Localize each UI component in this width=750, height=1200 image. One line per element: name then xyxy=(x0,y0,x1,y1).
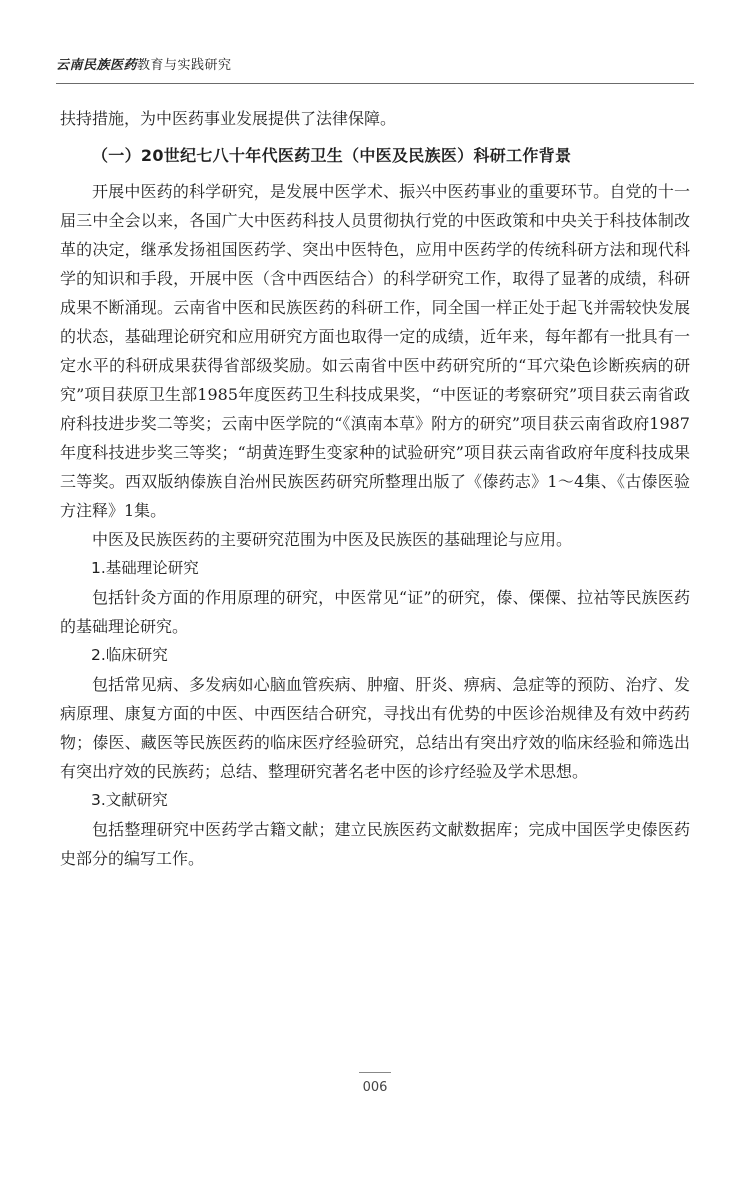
paragraph-basic-theory: 包括针灸方面的作用原理的研究，中医常见“证”的研究，傣、傈僳、拉祜等民族医药的基础理论研究。 xyxy=(60,588,690,636)
section-title: （一）20世纪七八十年代医药卫生（中医及民族医）科研工作背景 xyxy=(92,146,572,165)
main-content xyxy=(60,104,690,873)
subtitle-clinical: 2.临床研究 xyxy=(91,646,168,664)
paragraph-background: 开展中医药的科学研究，是发展中医学术、振兴中医药事业的重要环节。自党的十一届三中全会以来，各国广大中医药科技人员贯彻执行党的中医政策和中央关于科技体制改革的决定，继承发扬祖国医药学、突出中医特色，应用中医药学的传统科研方法和现代科学的知识和手段，开展中医（含中西医结合）的科学研究工作，取得了显著的成绩，科研成果不断涌现。云南省中医和民族医药的科研工作，同全国一样正处于起飞并需较快发展的状态，基础理论研究和应用研究方面也取得一定的成绩，近年来，每年都有一批具有一定水平的科研成果获得省部级奖励。如云南省中医中药研究所的“耳穴染色诊断疾病的研究”项目获原卫生部1985年度医药卫生科技成果奖，“中医证的考察研究”项目获云南省政府科技进步奖二等奖；云南中医学院的“《滇南本草》附方的研究”项目获云南省政府1987年度科技进步奖三等奖；“胡黄连野生变家种的试验研究”项目获云南省政府年度科技成果三等奖。西双版纳傣族自治州民族医药研究所整理出版了《傣药志》1～4集、《古傣医验方注释》1集。 xyxy=(60,182,690,520)
paragraph-literature: 包括整理研究中医药学古籍文献；建立民族医药文献数据库；完成中国医学史傣医药史部分的编写工作。 xyxy=(60,820,690,868)
subtitle-basic-theory: 1.基础理论研究 xyxy=(91,559,199,577)
subtitle-literature: 3.文献研究 xyxy=(91,791,168,809)
footer-rule xyxy=(359,1072,391,1073)
header-rule xyxy=(56,83,694,84)
header-calligraphy: 云南民族医药 xyxy=(56,58,138,73)
paragraph-clinical: 包括常见病、多发病如心脑血管疾病、肿瘤、肝炎、痹病、急症等的预防、治疗、发病原理、康复方面的中医、中西医结合研究，寻找出有优势的中医诊治规律及有效中药药物；傣医、藏医等民族医药的临床医疗经验研究，总结出有突出疗效的临床经验和筛选出有突出疗效的民族药；总结、整理研究著名老中医的诊疗经验及学术思想。 xyxy=(60,675,690,781)
header-title: 教育与实践研究 xyxy=(137,58,232,73)
page-number: 006 xyxy=(362,1080,388,1095)
paragraph-continued: 扶持措施，为中医药事业发展提供了法律保障。 xyxy=(60,109,397,128)
paragraph-scope: 中医及民族医药的主要研究范围为中医及民族医的基础理论与应用。 xyxy=(92,530,573,549)
running-header xyxy=(56,54,232,73)
